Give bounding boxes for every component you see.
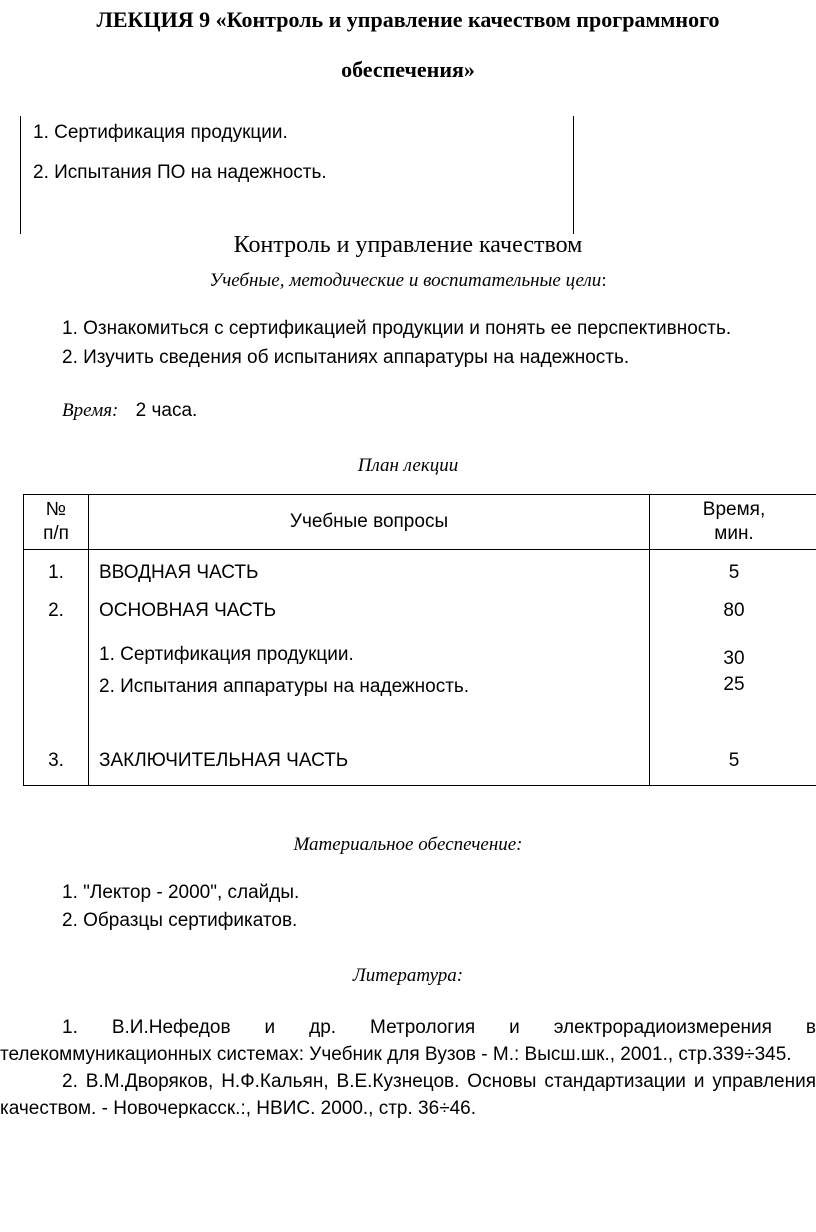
material-item: 2. Образцы сертификатов. [62, 910, 298, 931]
goal-item: 2. Изучить сведения об испытаниях аппаратуры на надежность. [62, 347, 630, 368]
row-text: 2. Испытания аппаратуры на надежность. [89, 670, 650, 742]
goals-heading-text: Учебные, методические и воспитательные цели [209, 270, 602, 291]
col-num-l2: п/п [43, 523, 69, 544]
section-title: Контроль и управление качеством [233, 232, 583, 258]
row-num: 3. [24, 742, 89, 786]
title-line-2: обеспечения» [341, 57, 475, 82]
row-time: 25 [723, 673, 745, 695]
col-time-l2: мин. [714, 523, 754, 544]
time-line [62, 400, 197, 422]
row-time: 5 [728, 562, 740, 583]
row-text: ЗАКЛЮЧИТЕЛЬНАЯ ЧАСТЬ [89, 742, 650, 786]
row-text: 1. Сертификация продукции. [89, 632, 650, 670]
literature-item: 2. В.М.Дворяков, Н.Ф.Кальян, В.Е.Кузнецов. Основы стандартизации и управления качеством. - Новочеркасск.:, НВИС. 2000., стр. 36÷46. [0, 1071, 816, 1119]
materials-heading: Материальное обеспечение: [293, 834, 523, 855]
col-questions-header: Учебные вопросы [89, 495, 650, 550]
goals-heading [0, 270, 816, 292]
plan-header-row [24, 495, 816, 550]
table-row [24, 670, 816, 742]
plan-heading: План лекции [357, 455, 459, 476]
plan-table [23, 494, 816, 786]
table-row [24, 550, 816, 590]
table-row [24, 590, 816, 632]
row-time: 80 [723, 599, 745, 621]
literature-item: 1. В.И.Нефедов и др. Метрология и электрорадиоизмерения в телекоммуникационных системах: Учебник для Вузов - М.: Высш.шк., 2001., стр.339÷345. [0, 1017, 816, 1065]
time-value: 2 часа. [135, 400, 198, 421]
literature-list [0, 1014, 816, 1122]
row-text: ВВОДНАЯ ЧАСТЬ [89, 550, 650, 590]
lecture-title [0, 0, 816, 90]
topic-item: 2. Испытания ПО на надежность. [33, 162, 327, 183]
material-item: 1. "Лектор - 2000", слайды. [62, 882, 300, 903]
col-time-l1: Время, [702, 499, 766, 520]
row-num [24, 670, 89, 742]
row-time: 30 [723, 647, 745, 669]
table-row [24, 632, 816, 670]
literature-heading: Литература: [352, 965, 464, 986]
title-line-1: ЛЕКЦИЯ 9 «Контроль и управление качеством программного [96, 7, 720, 32]
row-num: 2. [24, 590, 89, 632]
col-time-header [650, 495, 816, 550]
col-num-header [24, 495, 89, 550]
row-num [24, 632, 89, 670]
goals-heading-suffix: : [601, 270, 607, 291]
row-num: 1. [24, 550, 89, 590]
time-label: Время: [62, 400, 119, 421]
col-num-l1: № [45, 499, 67, 520]
row-time: 5 [650, 742, 816, 786]
goal-item: 1. Ознакомиться с сертификацией продукции и понять ее перспективность. [62, 318, 732, 339]
topic-item: 1. Сертификация продукции. [33, 122, 288, 143]
row-text: ОСНОВНАЯ ЧАСТЬ [89, 590, 650, 632]
table-row [24, 742, 816, 786]
topics-box [20, 116, 574, 234]
